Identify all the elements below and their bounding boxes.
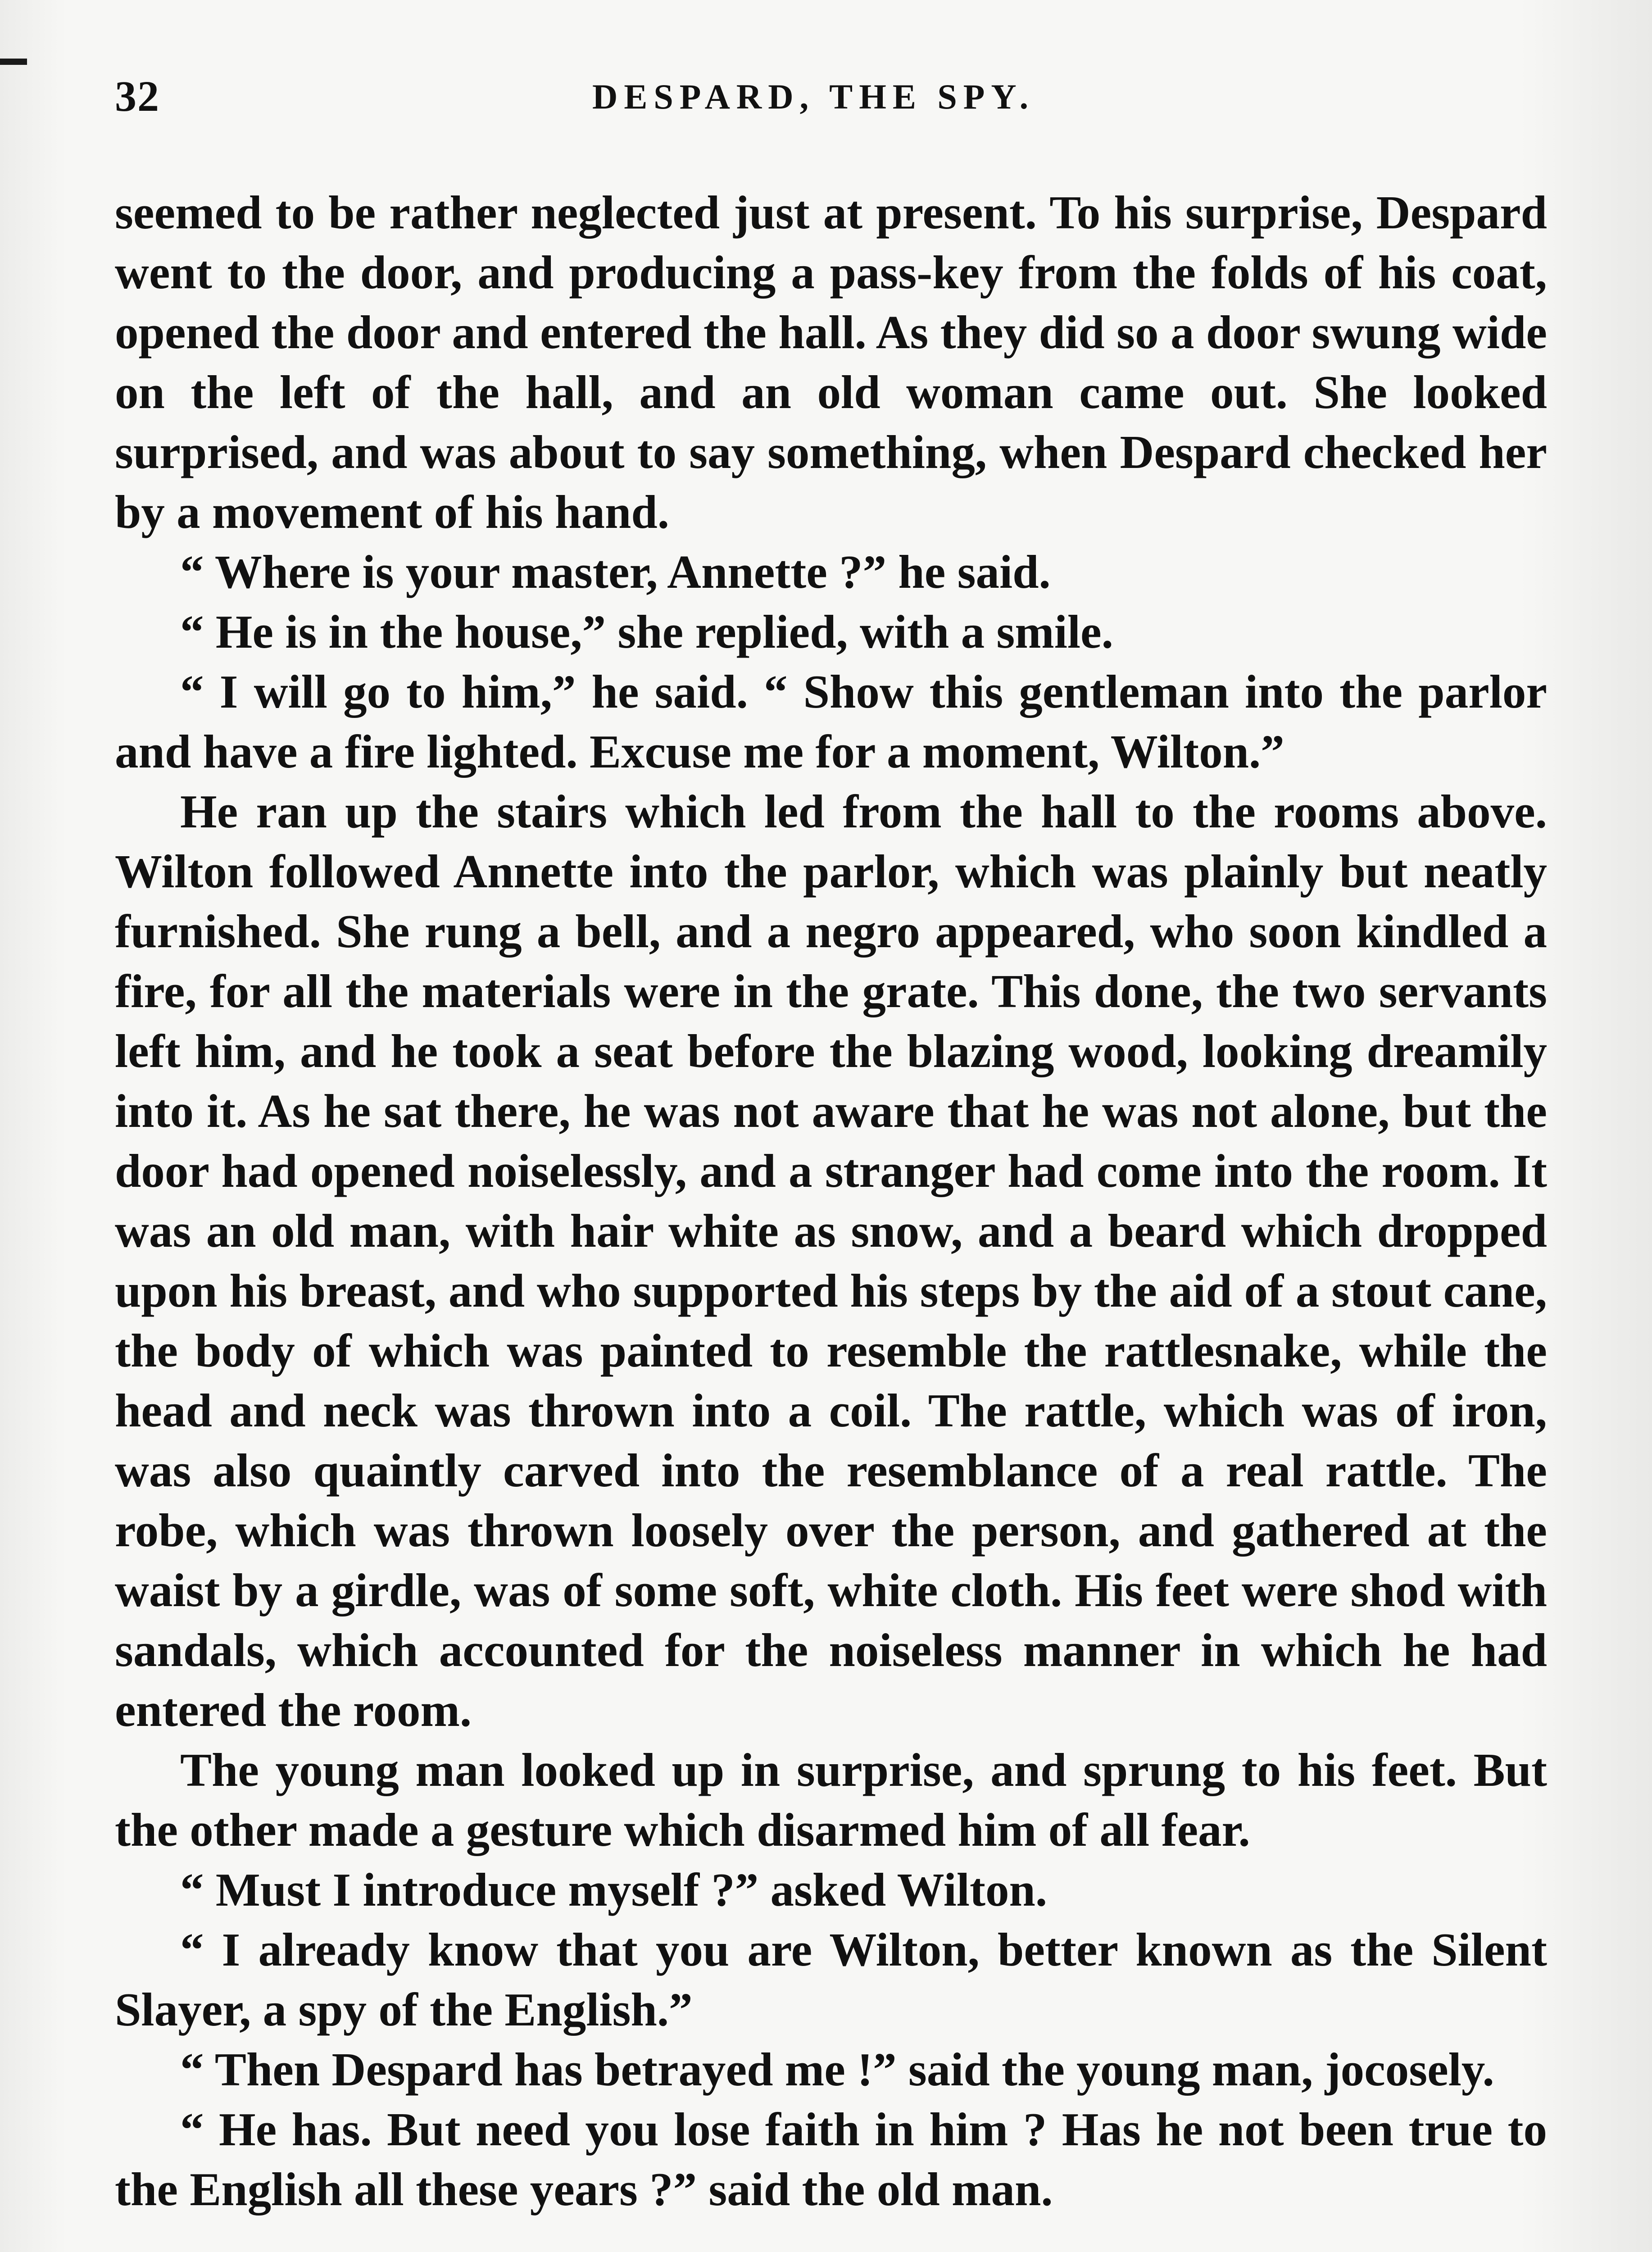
paragraph: “ Where is your master, Annette ?” he said. [180,545,1051,598]
page-header [115,71,1547,139]
body-text [115,182,1547,2219]
paragraph: “ I already know that you are Wilton, better known as the Silent Slayer, a spy of the English.” [115,1923,1547,2036]
paragraph: “ I will go to him,” he said. “ Show this gentleman into the parlor and have a fire lighted. Excuse me for a moment, Wilton.” [115,665,1547,778]
paragraph: “ Then Despard has betrayed me !” said the young man, jocosely. [180,2043,1494,2096]
paragraph: “ He is in the house,” she replied, with a smile. [180,605,1113,658]
paragraph: He ran up the stairs which led from the hall to the rooms above. Wilton followed Annette into the parlor, which was plainly but neatly furnished. She rung a bell, and a negro appeared, who soon kindled a fire, for all the materials were in the grate. This done, the two servants left him, and he took a seat before the blazing wood, looking dreamily into it. As he sat there, he was not aware that he was not alone, but the door had opened noiselessly, and a stranger had come into the room. It was an old man, with hair white as snow, and a beard which dropped upon his breast, and who supported his steps by the aid of a stout cane, the body of which was painted to resemble the rattlesnake, while the head and neck was thrown into a coil. The rattle, which was of iron, was also quaintly carved into the resemblance of a real rattle. The robe, which was thrown loosely over the person, and gathered at the waist by a girdle, was of some soft, white cloth. His feet were shod with sandals, which accounted for the noiseless manner in which he had entered the room. [115,785,1547,1736]
paragraph: seemed to be rather neglected just at present. To his surprise, Despard went to the door, and producing a pass-key from the folds of his coat, opened the door and entered the hall. As they did so a door swung wide on the left of the hall, and an old woman came out. She looked surprised, and was about to say something, when Despard checked her by a movement of his hand. [115,186,1547,538]
page-edge-mark [0,59,27,65]
paragraph: “ Must I introduce myself ?” asked Wilton. [180,1863,1048,1916]
paragraph: “ He has. But need you lose faith in him ? Has he not been true to the English all these years ?” said the old man. [115,2103,1547,2216]
page-number: 32 [115,72,160,120]
paragraph: The young man looked up in surprise, and sprung to his feet. But the other made a gesture which disarmed him of all fear. [115,1743,1547,1856]
running-head: DESPARD, THE SPY. [592,77,1035,116]
